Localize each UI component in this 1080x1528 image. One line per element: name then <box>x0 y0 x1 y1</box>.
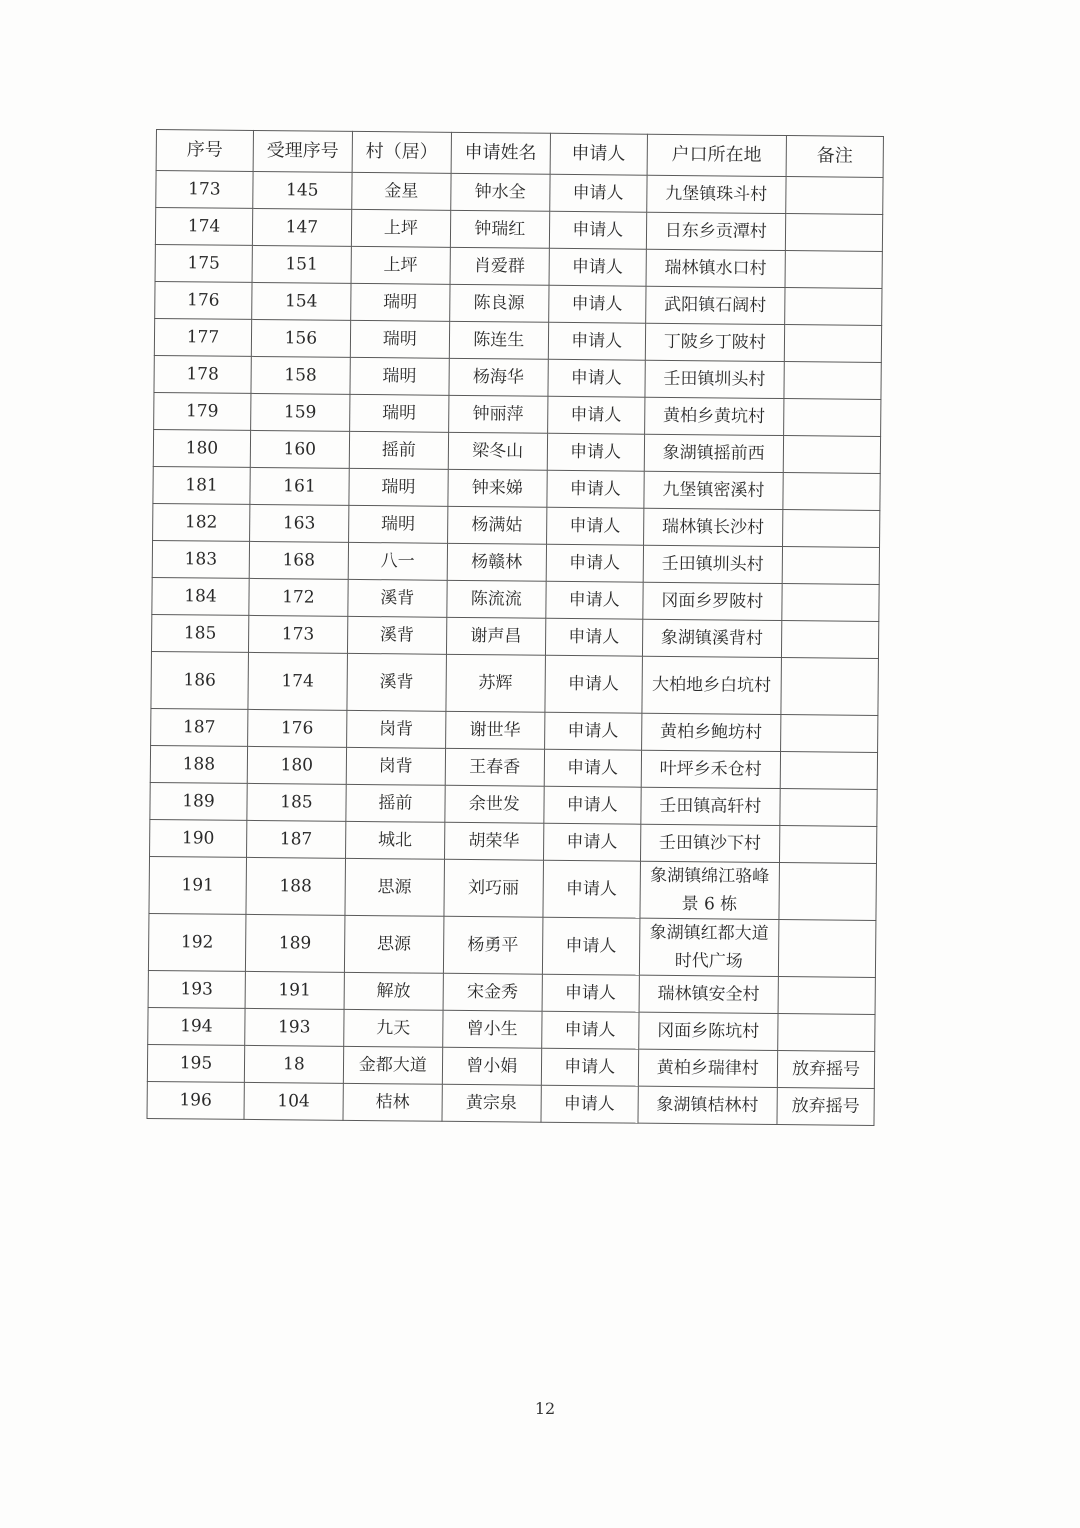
cell-village: 上坪 <box>351 246 450 284</box>
cell-seq: 175 <box>155 244 252 282</box>
cell-applicant-role: 申请人 <box>547 433 644 471</box>
cell-seq: 191 <box>149 856 246 914</box>
cell-applicant-name: 刘巧丽 <box>444 859 543 917</box>
cell-remarks <box>783 473 880 511</box>
cell-applicant-name: 陈良源 <box>449 284 548 322</box>
cell-remarks <box>786 177 883 215</box>
cell-applicant-role: 申请人 <box>544 786 641 824</box>
cell-applicant-name: 黄宗泉 <box>442 1084 541 1122</box>
cell-remarks <box>784 399 881 437</box>
table-row <box>151 651 879 715</box>
cell-remarks <box>780 789 877 827</box>
header-hukou-location: 户口所在地 <box>647 134 787 176</box>
cell-applicant-name: 谢世华 <box>445 711 544 749</box>
cell-village: 岗背 <box>346 710 445 748</box>
cell-acceptance-number: 173 <box>248 615 347 653</box>
header-applicant-name: 申请姓名 <box>451 132 550 174</box>
cell-applicant-name: 钟水全 <box>451 173 550 211</box>
cell-acceptance-number: 156 <box>251 319 350 357</box>
cell-acceptance-number: 18 <box>244 1045 343 1083</box>
cell-hukou-location: 壬田镇沙下村 <box>640 824 780 862</box>
cell-village: 金都大道 <box>343 1046 442 1084</box>
cell-village: 桔林 <box>343 1083 442 1121</box>
cell-applicant-role: 申请人 <box>548 359 645 397</box>
cell-applicant-name: 宋金秀 <box>443 973 542 1011</box>
cell-remarks <box>783 510 880 548</box>
cell-hukou-location: 丁陂乡丁陂村 <box>645 323 785 361</box>
cell-applicant-name: 杨满姑 <box>447 506 546 544</box>
cell-hukou-location: 黄柏乡黄坑村 <box>644 397 784 435</box>
page-number: 12 <box>534 1399 556 1418</box>
header-village: 村（居） <box>352 131 451 173</box>
cell-remarks <box>785 288 882 326</box>
cell-seq: 174 <box>155 208 252 246</box>
cell-remarks <box>778 1014 875 1052</box>
cell-acceptance-number: 104 <box>244 1082 343 1120</box>
cell-remarks <box>785 214 882 252</box>
cell-seq: 195 <box>147 1044 244 1082</box>
cell-remarks <box>782 547 879 585</box>
cell-hukou-location: 壬田镇圳头村 <box>643 545 783 583</box>
cell-village: 瑞明 <box>348 505 447 543</box>
cell-acceptance-number: 174 <box>248 652 347 710</box>
cell-seq: 183 <box>152 540 249 578</box>
cell-acceptance-number: 161 <box>250 467 349 505</box>
cell-seq: 181 <box>153 466 250 504</box>
cell-applicant-name: 王春香 <box>445 748 544 786</box>
cell-village: 岗背 <box>346 747 445 785</box>
cell-applicant-name: 梁冬山 <box>448 432 547 470</box>
cell-village: 瑞明 <box>349 394 448 432</box>
cell-remarks <box>778 977 875 1015</box>
cell-acceptance-number: 168 <box>249 541 348 579</box>
applicant-table-wrapper <box>146 129 883 1126</box>
cell-remarks <box>779 863 877 921</box>
cell-acceptance-number: 193 <box>245 1008 344 1046</box>
cell-seq: 184 <box>152 577 249 615</box>
cell-hukou-location: 黄柏乡鲍坊村 <box>641 713 781 751</box>
cell-applicant-name: 杨勇平 <box>443 916 542 974</box>
cell-acceptance-number: 158 <box>251 356 350 394</box>
cell-hukou-location: 象湖镇溪背村 <box>642 619 782 657</box>
cell-seq: 186 <box>151 651 248 709</box>
cell-remarks <box>781 658 879 716</box>
cell-village: 摇前 <box>349 431 448 469</box>
cell-remarks <box>782 584 879 622</box>
cell-applicant-role: 申请人 <box>541 1048 638 1086</box>
cell-seq: 193 <box>148 970 245 1008</box>
header-remarks: 备注 <box>786 136 883 178</box>
cell-acceptance-number: 180 <box>247 746 346 784</box>
cell-village: 解放 <box>344 972 443 1010</box>
cell-seq: 194 <box>148 1007 245 1045</box>
cell-applicant-name: 胡荣华 <box>444 822 543 860</box>
cell-seq: 192 <box>148 913 245 971</box>
cell-applicant-name: 钟来娣 <box>448 469 547 507</box>
applicant-table <box>146 129 883 1126</box>
cell-seq: 180 <box>153 429 250 467</box>
cell-applicant-name: 曾小生 <box>442 1010 541 1048</box>
hukou-text: 象湖镇绵江骆峰景 6 栋 <box>650 865 770 915</box>
cell-village: 思源 <box>344 915 443 973</box>
cell-hukou-location: 瑞林镇安全村 <box>639 975 779 1013</box>
cell-village: 城北 <box>345 821 444 859</box>
cell-acceptance-number: 151 <box>252 245 351 283</box>
cell-village: 金星 <box>352 172 451 210</box>
cell-applicant-role: 申请人 <box>549 248 646 286</box>
cell-seq: 176 <box>155 281 252 319</box>
cell-applicant-role: 申请人 <box>544 749 641 787</box>
cell-applicant-name: 杨赣林 <box>447 543 546 581</box>
cell-seq: 182 <box>153 503 250 541</box>
cell-village: 思源 <box>345 858 444 916</box>
cell-village: 瑞明 <box>350 320 449 358</box>
cell-applicant-role: 申请人 <box>542 917 639 975</box>
cell-village: 八一 <box>348 542 447 580</box>
cell-applicant-role: 申请人 <box>548 322 645 360</box>
cell-applicant-role: 申请人 <box>542 974 639 1012</box>
cell-applicant-role: 申请人 <box>541 1011 638 1049</box>
cell-hukou-location: 武阳镇石阔村 <box>645 286 785 324</box>
cell-applicant-role: 申请人 <box>543 860 640 918</box>
cell-remarks <box>781 715 878 753</box>
header-applicant-role: 申请人 <box>550 133 647 175</box>
cell-village: 瑞明 <box>351 283 450 321</box>
cell-remarks <box>785 251 882 289</box>
cell-applicant-role: 申请人 <box>549 174 646 212</box>
cell-hukou-location: 冈面乡陈坑村 <box>638 1012 778 1050</box>
cell-acceptance-number: 163 <box>249 504 348 542</box>
cell-village: 瑞明 <box>350 357 449 395</box>
hukou-text: 象湖镇红都大道时代广场 <box>649 922 769 972</box>
cell-applicant-name: 余世发 <box>445 785 544 823</box>
cell-acceptance-number: 188 <box>246 857 345 915</box>
cell-remarks: 放弃摇号 <box>777 1051 874 1089</box>
cell-applicant-role: 申请人 <box>546 581 643 619</box>
cell-applicant-role: 申请人 <box>548 285 645 323</box>
cell-hukou-location: 象湖镇摇前西 <box>644 434 784 472</box>
cell-remarks: 放弃摇号 <box>777 1088 874 1126</box>
cell-applicant-role: 申请人 <box>544 712 641 750</box>
cell-hukou-location: 象湖镇桔林村 <box>638 1086 778 1124</box>
cell-applicant-role: 申请人 <box>545 618 642 656</box>
cell-remarks <box>779 826 876 864</box>
cell-acceptance-number: 185 <box>247 783 346 821</box>
cell-applicant-name: 杨海华 <box>449 358 548 396</box>
cell-hukou-location: 日东乡贡潭村 <box>646 212 786 250</box>
cell-village: 上坪 <box>351 209 450 247</box>
cell-acceptance-number: 189 <box>245 914 344 972</box>
cell-applicant-name: 钟丽萍 <box>448 395 547 433</box>
cell-applicant-role: 申请人 <box>543 823 640 861</box>
cell-applicant-role: 申请人 <box>546 544 643 582</box>
cell-hukou-location: 冈面乡罗陂村 <box>642 582 782 620</box>
cell-village: 溪背 <box>348 579 447 617</box>
table-row <box>148 913 876 977</box>
table-row <box>147 1081 874 1125</box>
cell-village: 溪背 <box>347 653 446 711</box>
cell-applicant-name: 陈流流 <box>447 580 546 618</box>
cell-hukou-location <box>639 918 779 976</box>
cell-applicant-role: 申请人 <box>545 655 642 713</box>
cell-village: 瑞明 <box>349 468 448 506</box>
cell-acceptance-number: 191 <box>245 971 344 1009</box>
cell-acceptance-number: 147 <box>252 208 351 246</box>
cell-acceptance-number: 187 <box>246 820 345 858</box>
cell-hukou-location: 九堡镇密溪村 <box>644 471 784 509</box>
cell-remarks <box>784 325 881 363</box>
cell-applicant-name: 钟瑞红 <box>450 210 549 248</box>
cell-seq: 179 <box>154 392 251 430</box>
header-seq: 序号 <box>156 130 253 172</box>
cell-acceptance-number: 154 <box>252 282 351 320</box>
cell-remarks <box>783 436 880 474</box>
cell-seq: 173 <box>156 171 253 209</box>
cell-seq: 177 <box>154 318 251 356</box>
cell-applicant-role: 申请人 <box>547 470 644 508</box>
cell-applicant-name: 谢声昌 <box>446 617 545 655</box>
cell-seq: 178 <box>154 355 251 393</box>
cell-applicant-name: 陈连生 <box>449 321 548 359</box>
cell-acceptance-number: 160 <box>250 430 349 468</box>
cell-seq: 185 <box>151 614 248 652</box>
cell-remarks <box>778 920 876 978</box>
cell-acceptance-number: 176 <box>247 709 346 747</box>
cell-village: 溪背 <box>347 616 446 654</box>
cell-acceptance-number: 159 <box>251 393 350 431</box>
cell-hukou-location: 叶坪乡禾仓村 <box>641 750 781 788</box>
cell-seq: 189 <box>150 782 247 820</box>
cell-seq: 196 <box>147 1081 244 1119</box>
cell-remarks <box>780 752 877 790</box>
hukou-text: 大柏地乡白坑村 <box>651 674 772 696</box>
cell-seq: 190 <box>150 819 247 857</box>
cell-hukou-location <box>642 656 782 714</box>
header-acceptance-number: 受理序号 <box>253 130 352 172</box>
cell-applicant-role: 申请人 <box>547 396 644 434</box>
cell-applicant-name: 曾小娟 <box>442 1047 541 1085</box>
cell-hukou-location <box>640 861 780 919</box>
cell-hukou-location: 壬田镇高轩村 <box>641 787 781 825</box>
cell-applicant-name: 苏辉 <box>446 654 545 712</box>
cell-hukou-location: 瑞林镇长沙村 <box>643 508 783 546</box>
cell-hukou-location: 黄柏乡瑞律村 <box>638 1049 778 1087</box>
cell-village: 摇前 <box>346 784 445 822</box>
cell-seq: 187 <box>151 708 248 746</box>
cell-applicant-role: 申请人 <box>549 211 646 249</box>
cell-hukou-location: 九堡镇珠斗村 <box>646 175 786 213</box>
cell-village: 九天 <box>344 1009 443 1047</box>
cell-seq: 188 <box>150 745 247 783</box>
cell-applicant-role: 申请人 <box>546 507 643 545</box>
cell-remarks <box>781 621 878 659</box>
cell-acceptance-number: 172 <box>249 578 348 616</box>
cell-applicant-role: 申请人 <box>541 1085 638 1123</box>
cell-applicant-name: 肖爱群 <box>450 247 549 285</box>
table-header-row <box>156 130 883 178</box>
cell-hukou-location: 壬田镇圳头村 <box>645 360 785 398</box>
cell-hukou-location: 瑞林镇水口村 <box>646 249 786 287</box>
cell-acceptance-number: 145 <box>253 171 352 209</box>
cell-remarks <box>784 362 881 400</box>
table-row <box>149 856 877 920</box>
